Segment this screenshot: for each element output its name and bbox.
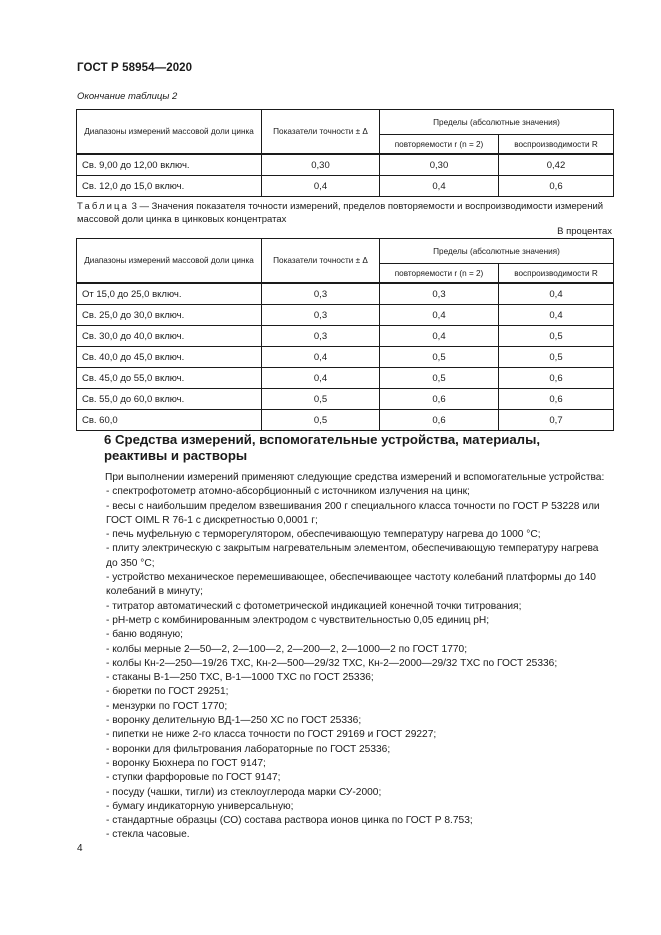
repeatability-cell: 0,5 <box>380 347 499 368</box>
reproducibility-cell: 0,6 <box>499 389 614 410</box>
page-number: 4 <box>77 843 83 854</box>
list-item: - колбы мерные 2—50—2, 2—100—2, 2—200—2, 2—1000—2 по ГОСТ 1770; <box>106 643 468 655</box>
table-row <box>77 389 614 410</box>
accuracy-cell: 0,3 <box>262 283 380 305</box>
col-limits-header: Пределы (абсолютные значения) <box>380 110 614 135</box>
list-item: - стандартные образцы (СО) состава раствора ионов цинка по ГОСТ Р 8.753; <box>106 815 473 827</box>
reproducibility-cell: 0,4 <box>499 283 614 305</box>
document-header: ГОСТ Р 58954—2020 <box>77 62 193 74</box>
repeatability-cell: 0,3 <box>380 283 499 305</box>
col-repeatability-header: повторяемости r (n = 2) <box>380 135 499 155</box>
equipment-list <box>77 485 612 842</box>
range-cell: Св. 55,0 до 60,0 включ. <box>77 389 262 410</box>
table-3 <box>76 238 614 431</box>
reproducibility-cell: 0,42 <box>499 154 614 176</box>
section-body <box>77 471 612 843</box>
col-accuracy-header: Показатели точности ± Δ <box>262 110 380 155</box>
table-row <box>77 410 614 431</box>
accuracy-cell: 0,5 <box>262 389 380 410</box>
range-cell: Св. 12,0 до 15,0 включ. <box>77 176 262 197</box>
section-heading: 6 Средства измерений, вспомогательные устройства, материалы, реактивы и растворы <box>104 432 540 463</box>
reproducibility-cell: 0,5 <box>499 347 614 368</box>
list-item: - плиту электрическую с закрытым нагревательным элементом, обеспечивающую температуру нагрева до 350 °С; <box>106 543 599 569</box>
accuracy-cell: 0,4 <box>262 368 380 389</box>
list-item: - стаканы В-1—250 ТХС, В-1—1000 ТХС по ГОСТ 25336; <box>106 672 374 684</box>
accuracy-cell: 0,30 <box>262 154 380 176</box>
list-item: - печь муфельную с терморегулятором, обеспечивающую температуру нагрева до 1000 °С; <box>106 529 541 541</box>
list-item: - посуду (чашки, тигли) из стеклоуглерода марки СУ-2000; <box>106 786 382 798</box>
table3-label: Таблица <box>77 201 129 212</box>
range-cell: От 15,0 до 25,0 включ. <box>77 283 262 305</box>
list-item: - титратор автоматический с фотометрической индикацией конечной точки титрования; <box>106 600 522 612</box>
list-item: - бумагу индикаторную универсальную; <box>106 800 294 812</box>
list-item: - колбы Кн-2—250—19/26 ТХС, Кн-2—500—29/32 ТХС, Кн-2—2000—29/32 ТХС по ГОСТ 25336; <box>106 657 558 669</box>
list-item: - баню водяную; <box>106 629 183 641</box>
range-cell: Св. 45,0 до 55,0 включ. <box>77 368 262 389</box>
table3-caption-text: 3 — Значения показателя точности измерений, пределов повторяемости и воспроизводимости измерений массовой доли цинка в цинковых концентратах <box>77 201 604 225</box>
list-item: - пипетки не ниже 2-го класса точности по ГОСТ 29169 и ГОСТ 29227; <box>106 729 437 741</box>
col-repeatability-header: повторяемости r (n = 2) <box>380 264 499 284</box>
list-item: - мензурки по ГОСТ 1770; <box>106 700 228 712</box>
repeatability-cell: 0,30 <box>380 154 499 176</box>
table-row <box>77 176 614 197</box>
repeatability-cell: 0,4 <box>380 305 499 326</box>
reproducibility-cell: 0,7 <box>499 410 614 431</box>
range-cell: Св. 9,00 до 12,00 включ. <box>77 154 262 176</box>
accuracy-cell: 0,3 <box>262 305 380 326</box>
reproducibility-cell: 0,5 <box>499 326 614 347</box>
list-item: - рН-метр с комбинированным электродом с чувствительностью 0,05 единиц рН; <box>106 614 490 626</box>
table2-body <box>77 154 614 197</box>
repeatability-cell: 0,5 <box>380 368 499 389</box>
repeatability-cell: 0,4 <box>380 176 499 197</box>
table-row <box>77 154 614 176</box>
list-item: - бюретки по ГОСТ 29251; <box>106 686 229 698</box>
col-reproducibility-header: воспроизводимости R <box>499 135 614 155</box>
table-row <box>77 283 614 305</box>
list-item: - ступки фарфоровые по ГОСТ 9147; <box>106 772 281 784</box>
accuracy-cell: 0,5 <box>262 410 380 431</box>
table-row <box>77 305 614 326</box>
range-cell: Св. 60,0 <box>77 410 262 431</box>
col-reproducibility-header: воспроизводимости R <box>499 264 614 284</box>
accuracy-cell: 0,4 <box>262 347 380 368</box>
col-limits-header: Пределы (абсолютные значения) <box>380 239 614 264</box>
table-row <box>77 347 614 368</box>
list-item: - стекла часовые. <box>106 829 190 841</box>
list-item: - весы с наибольшим пределом взвешивания 200 г специального класса точности по ГОСТ Р 53228 или ГОСТ OIML R 76-1 с дискретностью 0,0001 г; <box>106 500 600 526</box>
units-label: В процентах <box>557 226 612 237</box>
table-row <box>77 368 614 389</box>
table3-body <box>77 283 614 431</box>
repeatability-cell: 0,6 <box>380 389 499 410</box>
reproducibility-cell: 0,6 <box>499 368 614 389</box>
intro-paragraph: При выполнении измерений применяют следующие средства измерений и вспомогательные устройства: <box>105 472 605 483</box>
range-cell: Св. 40,0 до 45,0 включ. <box>77 347 262 368</box>
list-item: - устройство механическое перемешивающее, обеспечивающее частоту колебаний платформы до 140 колебаний в минуту; <box>106 572 596 598</box>
accuracy-cell: 0,4 <box>262 176 380 197</box>
range-cell: Св. 30,0 до 40,0 включ. <box>77 326 262 347</box>
accuracy-cell: 0,3 <box>262 326 380 347</box>
list-item: - воронки для фильтрования лабораторные по ГОСТ 25336; <box>106 743 391 755</box>
repeatability-cell: 0,6 <box>380 410 499 431</box>
table-row <box>77 326 614 347</box>
col-range-header: Диапазоны измерений массовой доли цинка <box>77 110 262 155</box>
table3-caption <box>77 201 612 226</box>
reproducibility-cell: 0,4 <box>499 305 614 326</box>
table2-caption: Окончание таблицы 2 <box>77 91 178 102</box>
list-item: - спектрофотометр атомно-абсорбционный с источником излучения на цинк; <box>106 486 470 498</box>
col-accuracy-header: Показатели точности ± Δ <box>262 239 380 284</box>
table-2 <box>76 109 614 197</box>
reproducibility-cell: 0,6 <box>499 176 614 197</box>
list-item: - воронку делительную ВД-1—250 ХС по ГОСТ 25336; <box>106 715 362 727</box>
repeatability-cell: 0,4 <box>380 326 499 347</box>
col-range-header: Диапазоны измерений массовой доли цинка <box>77 239 262 284</box>
list-item: - воронку Бюхнера по ГОСТ 9147; <box>106 757 266 769</box>
range-cell: Св. 25,0 до 30,0 включ. <box>77 305 262 326</box>
